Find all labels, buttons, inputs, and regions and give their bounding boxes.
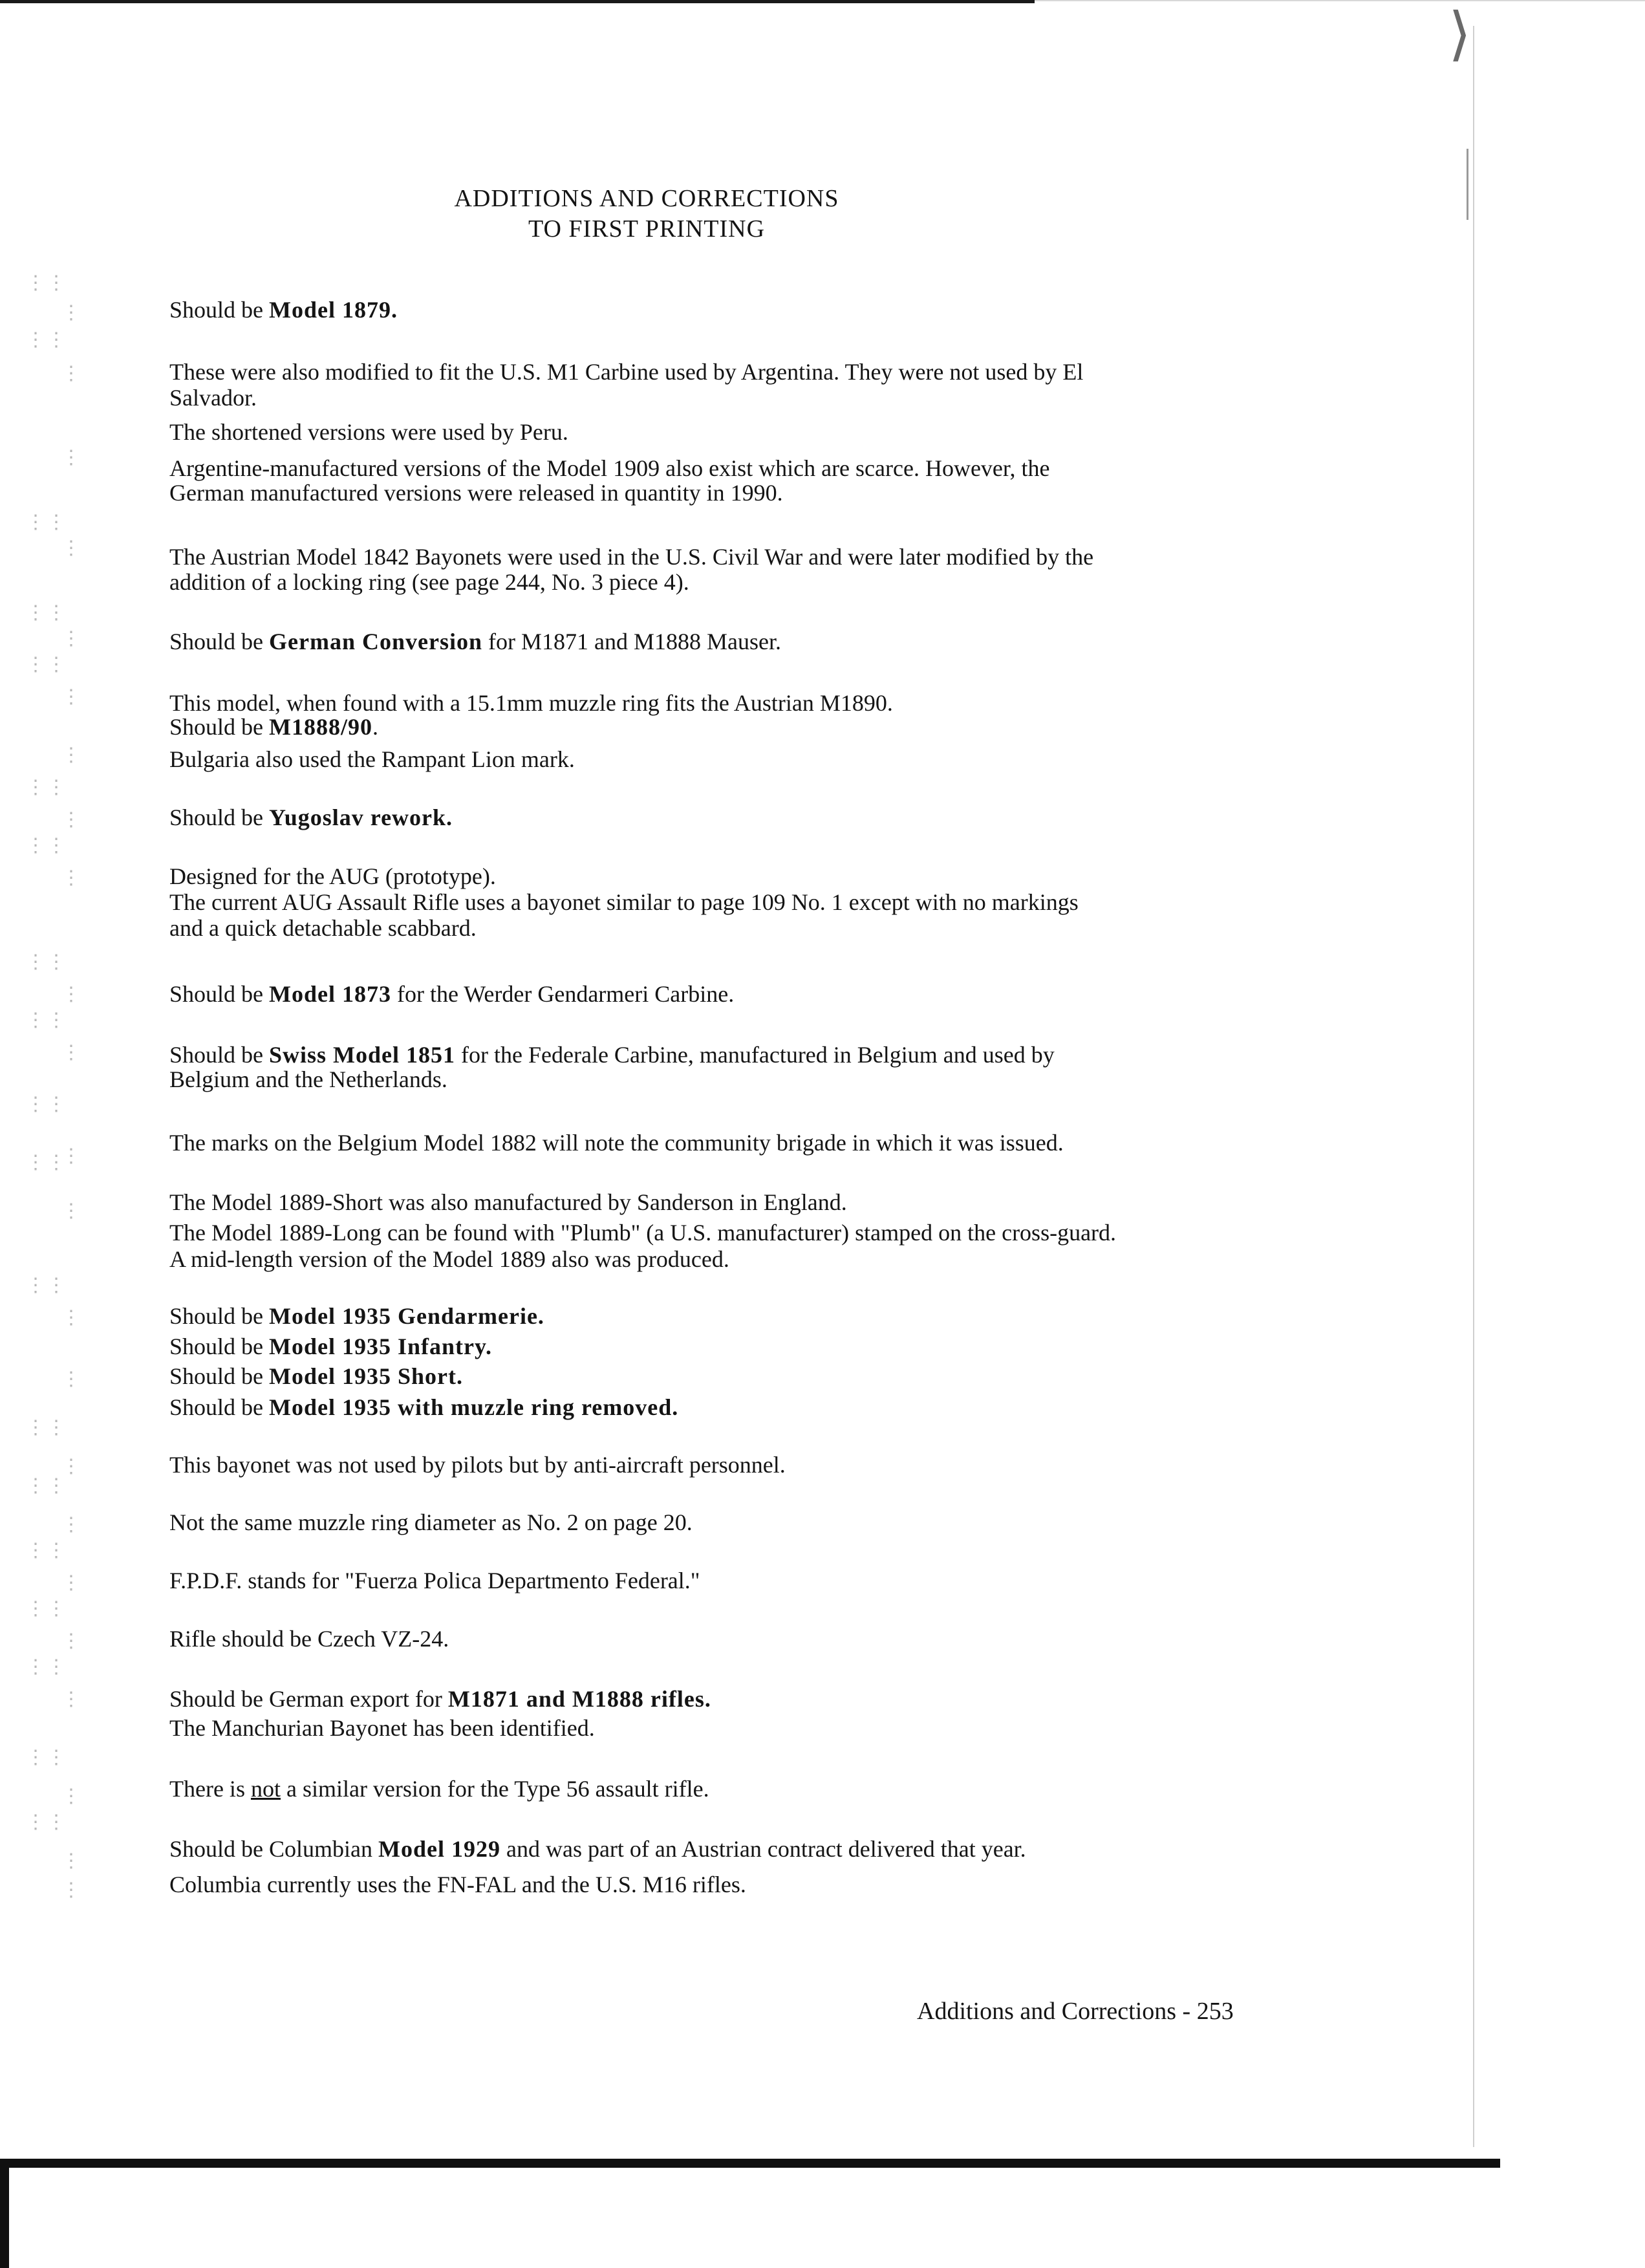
margin-note: ⋮⋮ [26, 1151, 67, 1174]
correction-line [169, 1395, 1269, 1420]
correction-line [169, 890, 1269, 914]
bold-text: Model 1935 Infantry. [269, 1334, 493, 1359]
correction-line [169, 1067, 1269, 1092]
bold-text: Yugoslav rework. [269, 805, 453, 830]
text-run: Columbia currently uses the FN-FAL and the U.S. M16 rifles. [169, 1872, 746, 1897]
bold-text: M1888/90 [269, 714, 372, 740]
text-run: There is [169, 1776, 251, 1802]
correction-line [169, 1626, 1269, 1651]
margin-note: ⋮ [61, 1879, 82, 1901]
correction-line [169, 1453, 1269, 1477]
text-run: Rifle should be Czech VZ-24. [169, 1626, 449, 1652]
text-run: German manufactured versions were released in quantity in 1990. [169, 480, 783, 506]
margin-note: ⋮⋮ [26, 511, 67, 534]
correction-line [169, 1777, 1269, 1801]
correction-line [169, 747, 1269, 772]
text-run: Designed for the AUG (prototype). [169, 863, 496, 889]
text-run: The Manchurian Bayonet has been identified. [169, 1715, 595, 1741]
margin-note: ⋮⋮ [26, 1811, 67, 1833]
text-run: A mid-length version of the Model 1889 also was produced. [169, 1246, 729, 1272]
text-run: a similar version for the Type 56 assault rifle. [280, 1776, 709, 1802]
text-run: Should be [169, 1394, 270, 1420]
text-run: The Model 1889-Long can be found with "Plumb" (a U.S. manufacturer) stamped on the cross-guard. [169, 1220, 1117, 1246]
margin-note: ⋮ [61, 627, 82, 650]
text-run: The marks on the Belgium Model 1882 will note the community brigade in which it was issued. [169, 1130, 1064, 1156]
margin-note: ⋮⋮ [26, 653, 67, 676]
correction-line [169, 456, 1269, 481]
text-run: and was part of an Austrian contract delivered that year. [500, 1836, 1026, 1862]
text-run: Should be German export for [169, 1686, 448, 1712]
scan-edge-right-mark [1467, 149, 1468, 220]
correction-line [169, 385, 1269, 410]
margin-note: ⋮⋮ [26, 329, 67, 351]
bold-text: M1871 and M1888 rifles. [447, 1686, 711, 1712]
correction-line [169, 715, 1269, 739]
correction-line [169, 1568, 1269, 1593]
margin-note: ⋮ [61, 686, 82, 708]
margin-note: ⋮ [61, 867, 82, 889]
bold-text: Model 1873 [269, 981, 391, 1007]
correction-line [169, 297, 1269, 322]
scan-edge-right [1473, 26, 1474, 2147]
text-run: F.P.D.F. stands for "Fuerza Polica Departmento Federal." [169, 1568, 700, 1593]
correction-line [169, 1130, 1269, 1155]
correction-line [169, 916, 1269, 940]
text-run: Should be [169, 981, 270, 1007]
correction-line [169, 1837, 1269, 1861]
text-run: This model, when found with a 15.1mm muzzle ring fits the Austrian M1890. [169, 690, 893, 716]
correction-line [169, 1716, 1269, 1740]
margin-note: ⋮ [61, 1571, 82, 1594]
margin-note: ⋮⋮ [26, 272, 67, 294]
text-run: Argentine-manufactured versions of the Model 1909 also exist which are scarce. However, the [169, 455, 1050, 481]
margin-note: ⋮ [61, 744, 82, 766]
text-run: The current AUG Assault Rifle uses a bayonet similar to page 109 No. 1 except with no markings [169, 889, 1079, 915]
margin-note: ⋮⋮ [26, 601, 67, 624]
text-run: for M1871 and M1888 Mauser. [482, 629, 781, 654]
scan-edge-left [0, 2159, 9, 2268]
text-run: These were also modified to fit the U.S. M1 Carbine used by Argentina. They were not used by El [169, 359, 1084, 385]
text-run: addition of a locking ring (see page 244, No. 3 piece 4). [169, 569, 689, 595]
margin-note: ⋮ [61, 362, 82, 385]
correction-line [169, 545, 1269, 569]
text-run: Not the same muzzle ring diameter as No. 2 on page 20. [169, 1509, 693, 1535]
correction-line [169, 1510, 1269, 1535]
correction-line [169, 1687, 1269, 1711]
page-title: ADDITIONS AND CORRECTIONS [454, 185, 839, 212]
text-run: Should be [169, 1334, 270, 1359]
text-run: Should be [169, 805, 270, 830]
bold-text: Swiss Model 1851 [269, 1042, 456, 1068]
margin-note: ⋮⋮ [26, 1009, 67, 1031]
margin-note: ⋮⋮ [26, 1597, 67, 1620]
text-run: Bulgaria also used the Rampant Lion mark. [169, 746, 575, 772]
margin-note: ⋮⋮ [26, 1274, 67, 1297]
margin-note: ⋮⋮ [26, 1656, 67, 1678]
text-run: and a quick detachable scabbard. [169, 915, 477, 941]
underlined-text: not [250, 1776, 281, 1802]
margin-note: ⋮⋮ [26, 951, 67, 973]
margin-note: ⋮ [61, 808, 82, 831]
text-run: for the Federale Carbine, manufactured in Belgium and used by [455, 1042, 1055, 1068]
text-run: Salvador. [169, 385, 257, 411]
text-run: The Model 1889-Short was also manufactured by Sanderson in England. [169, 1189, 847, 1215]
margin-note: ⋮ [61, 1630, 82, 1652]
correction-line [169, 1220, 1269, 1245]
text-run: Should be [169, 629, 270, 654]
correction-line [169, 1304, 1269, 1328]
text-run: Should be [169, 297, 270, 323]
correction-line [169, 1190, 1269, 1215]
correction-line [169, 805, 1269, 830]
page-footer: Additions and Corrections - 253 [917, 1998, 1234, 2025]
text-run: . [372, 714, 378, 740]
scan-artifact-icon: ⟩ [1448, 0, 1472, 68]
margin-note: ⋮ [61, 1145, 82, 1167]
correction-line [169, 1042, 1269, 1067]
margin-note: ⋮⋮ [26, 1474, 67, 1497]
correction-line [169, 629, 1269, 654]
bold-text: Model 1935 Short. [269, 1363, 464, 1389]
text-run: Should be Columbian [169, 1836, 378, 1862]
correction-line [169, 481, 1269, 505]
margin-note: ⋮ [61, 1455, 82, 1478]
correction-line [169, 1364, 1269, 1388]
text-run: Should be [169, 1042, 270, 1068]
correction-line [169, 1872, 1269, 1897]
correction-line [169, 1334, 1269, 1359]
scan-edge-bottom [0, 2159, 1500, 2168]
text-run: Should be [169, 714, 270, 740]
correction-line [169, 982, 1269, 1006]
margin-note: ⋮⋮ [26, 1093, 67, 1116]
correction-line [169, 1247, 1269, 1271]
text-run: The shortened versions were used by Peru. [169, 419, 568, 445]
margin-note: ⋮ [61, 301, 82, 324]
bold-text: Model 1935 with muzzle ring removed. [269, 1394, 679, 1420]
correction-line [169, 420, 1269, 444]
correction-line [169, 864, 1269, 889]
text-run: for the Werder Gendarmeri Carbine. [391, 981, 735, 1007]
margin-note: ⋮ [61, 446, 82, 469]
margin-note: ⋮⋮ [26, 1416, 67, 1439]
page-subtitle: TO FIRST PRINTING [528, 215, 766, 243]
scan-edge-top [0, 0, 1035, 3]
margin-note: ⋮⋮ [26, 776, 67, 799]
margin-note: ⋮ [61, 1850, 82, 1872]
text-run: This bayonet was not used by pilots but by anti-aircraft personnel. [169, 1452, 786, 1478]
margin-note: ⋮ [61, 1041, 82, 1064]
margin-note: ⋮ [61, 983, 82, 1006]
correction-line [169, 360, 1269, 384]
margin-note: ⋮ [61, 537, 82, 559]
text-run: Should be [169, 1303, 270, 1329]
margin-note: ⋮ [61, 1368, 82, 1390]
margin-note: ⋮⋮ [26, 1746, 67, 1769]
bold-text: German Conversion [269, 629, 482, 654]
margin-note: ⋮⋮ [26, 834, 67, 857]
bold-text: Model 1935 Gendarmerie. [269, 1303, 544, 1329]
bold-text: Model 1879. [269, 297, 398, 323]
scan-edge-top-faint [1035, 0, 1645, 1]
margin-note: ⋮ [61, 1513, 82, 1536]
margin-note: ⋮⋮ [26, 1539, 67, 1562]
margin-note: ⋮ [61, 1306, 82, 1329]
margin-note: ⋮ [61, 1785, 82, 1808]
correction-line [169, 570, 1269, 594]
text-run: Belgium and the Netherlands. [169, 1066, 447, 1092]
correction-line [169, 691, 1269, 715]
margin-note: ⋮ [61, 1688, 82, 1711]
text-run: The Austrian Model 1842 Bayonets were used in the U.S. Civil War and were later modified by the [169, 544, 1094, 570]
bold-text: Model 1929 [378, 1836, 500, 1862]
text-run: Should be [169, 1363, 270, 1389]
margin-note: ⋮ [61, 1200, 82, 1222]
